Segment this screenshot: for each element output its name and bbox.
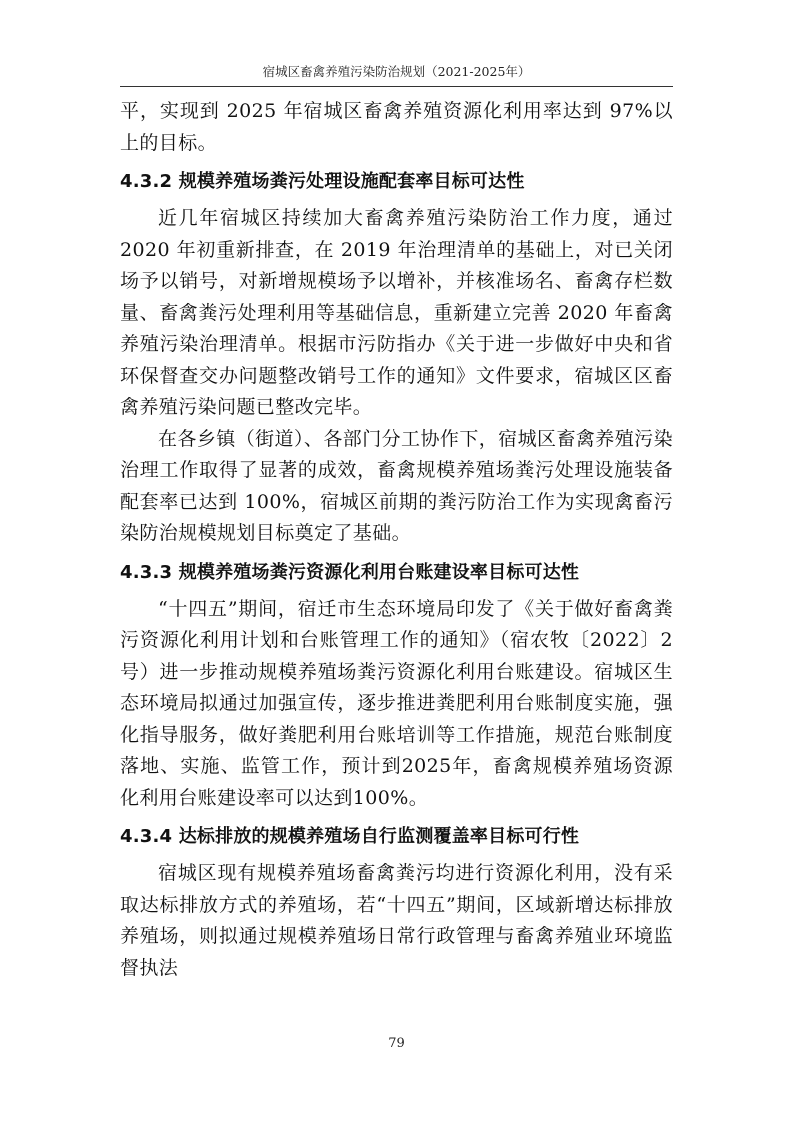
header-divider <box>120 86 673 87</box>
paragraph: 在各乡镇（街道）、各部门分工协作下，宿城区畜禽养殖污染治理工作取得了显著的成效，畜禽规模养殖场粪污处理设施装备配套率已达到 100%，宿城区前期的粪污防治工作为实现禽畜污染防治规模规划目标奠定了基础。 <box>120 427 673 544</box>
section-heading-4-3-4: 4.3.4 达标排放的规模养殖场自行监测覆盖率目标可行性 <box>120 826 580 847</box>
section-heading-4-3-3: 4.3.3 规模养殖场粪污资源化利用台账建设率目标可达性 <box>120 561 580 583</box>
page-body <box>120 96 673 984</box>
paragraph: “十四五”期间，宿迁市生态环境局印发了《关于做好畜禽粪污资源化利用计划和台账管理工作的通知》（宿农牧〔2022〕2号）进一步推动规模养殖场粪污资源化利用台账建设。宿城区生态环境局拟通过加强宣传，逐步推进粪肥利用台账制度实施，强化指导服务，做好粪肥利用台账培训等工作措施，规范台账制度落地、实施、监管工作，预计到2025年，畜禽规模养殖场资源化利用台账建设率可以达到100%。 <box>120 597 673 809</box>
section-heading-4-3-2: 4.3.2 规模养殖场粪污处理设施配套率目标可达性 <box>120 171 525 192</box>
paragraph: 近几年宿城区持续加大畜禽养殖污染防治工作力度，通过 2020 年初重新排查，在 2019 年治理清单的基础上，对已关闭场予以销号，对新增规模场予以增补，并核准场名、畜禽存栏数量、畜禽粪污处理利用等基础信息，重新建立完善 2020 年畜禽养殖污染治理清单。根据市污防指办《关于进一步做好中央和省环保督查交办问题整改销号工作的通知》文件要求，宿城区区畜禽养殖污染问题已整改完毕。 <box>120 207 673 418</box>
page-number: 79 <box>388 1036 405 1051</box>
running-header: 宿城区畜禽养殖污染防治规划（2021-2025年） <box>262 64 531 79</box>
paragraph-continuation: 平，实现到 2025 年宿城区畜禽养殖资源化利用率达到 97%以上的目标。 <box>120 100 673 154</box>
paragraph: 宿城区现有规模养殖场畜禽粪污均进行资源化利用，没有采取达标排放方式的养殖场，若“十四五”期间，区域新增达标排放养殖场，则拟通过规模养殖场日常行政管理与畜禽养殖业环境监督执法 <box>120 862 673 979</box>
